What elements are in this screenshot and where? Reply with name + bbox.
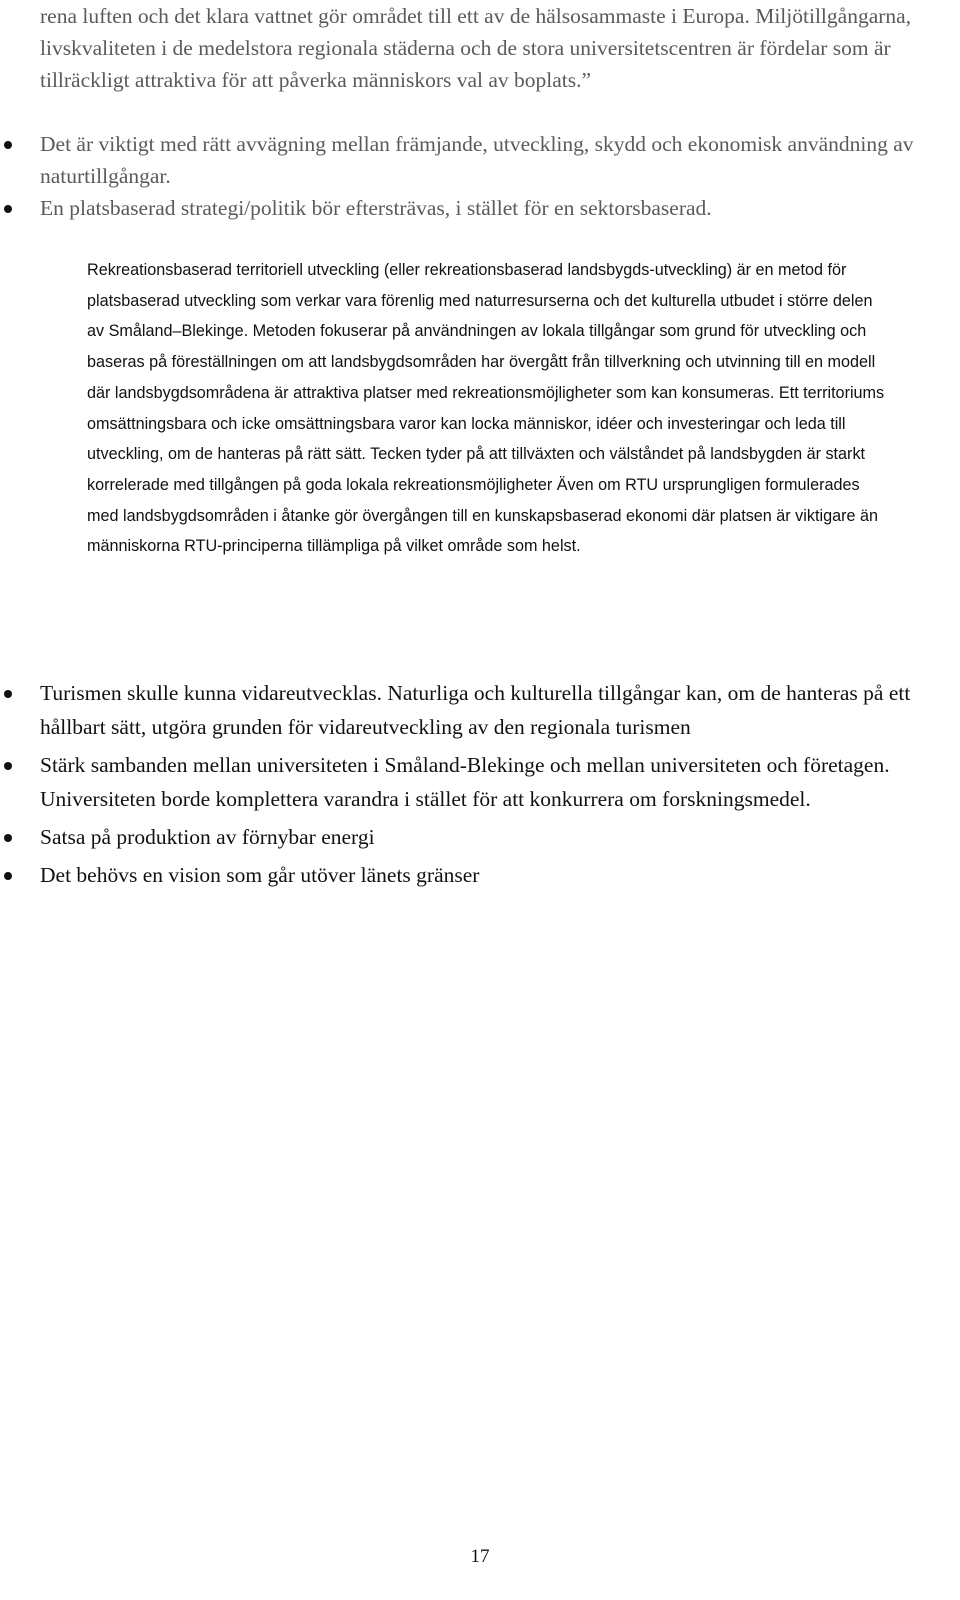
bullet-dot-icon: [4, 690, 12, 698]
bullet-list-bottom: [0, 676, 960, 892]
bullet-text: Turismen skulle kunna vidareutvecklas. Naturliga och kulturella tillgångar kan, om de hanteras på ett hållbart sätt, utgöra grunden för vidareutveckling av den regionala turismen: [40, 681, 911, 739]
bullet-dot-icon: [4, 834, 12, 842]
bullet-text: Det är viktigt med rätt avvägning mellan främjande, utveckling, skydd och ekonomisk användning av naturtillgångar.: [40, 132, 914, 188]
page-number: 17: [470, 1546, 490, 1567]
bullet-dot-icon: [4, 205, 12, 213]
bullet-item: [0, 858, 935, 892]
bullet-dot-icon: [4, 762, 12, 770]
bullet-dot-icon: [4, 141, 12, 149]
bullet-text: Det behövs en vision som går utöver länets gränser: [40, 863, 480, 887]
indented-paragraph: Rekreationsbaserad territoriell utveckling (eller rekreationsbaserad landsbygds-utveckling) är en metod för platsbaserad utveckling som verkar vara förenlig med naturresurserna och det kulturella utbudet i större delen av Småland–Blekinge. Metoden fokuserar på användningen av lokala tillgångar som grund för utveckling och baseras på föreställningen om att landsbygdsområden har övergått från tillverkning och utvinning till en modell där landsbygdsområdena är attraktiva platser med rekreationsmöjligheter som kan konsumeras. Ett territoriums omsättningsbara och icke omsättningsbara varor kan locka människor, idéer och investeringar och leda till utveckling, om de hanteras på rätt sätt. Tecken tyder på att tillväxten och välståndet på landsbygden är starkt korrelerade med tillgången på goda lokala rekreationsmöjligheter Även om RTU ursprungligen formulerades med landsbygdsområden i åtanke gör övergången till en kunskapsbaserad ekonomi där platsen är viktigare än människorna RTU-principerna tillämpliga på vilket område som helst.: [87, 261, 885, 556]
bullet-item: [0, 748, 935, 816]
bullet-item: [0, 676, 935, 744]
bullet-text: Satsa på produktion av förnybar energi: [40, 825, 375, 849]
bullet-dot-icon: [4, 872, 12, 880]
bullet-item: [0, 820, 935, 854]
bullet-text: Stärk sambanden mellan universiteten i Småland-Blekinge och mellan universiteten och företagen. Universiteten borde komplettera varandra i stället för att konkurrera om forskningsmedel.: [40, 753, 890, 811]
bullet-list-top: [0, 128, 960, 224]
continued-paragraph: rena luften och det klara vattnet gör området till ett av de hälsosammaste i Europa. Miljötillgångarna, livskvaliteten i de medelstora regionala städerna och de stora universitetscentren är fördelar som är tillräckligt attraktiva för att påverka människors val av boplats.”: [40, 4, 912, 92]
bullet-item: [0, 128, 935, 192]
bullet-item: [0, 192, 935, 224]
bullet-text: En platsbaserad strategi/politik bör eftersträvas, i stället för en sektorsbaserad.: [40, 196, 712, 220]
